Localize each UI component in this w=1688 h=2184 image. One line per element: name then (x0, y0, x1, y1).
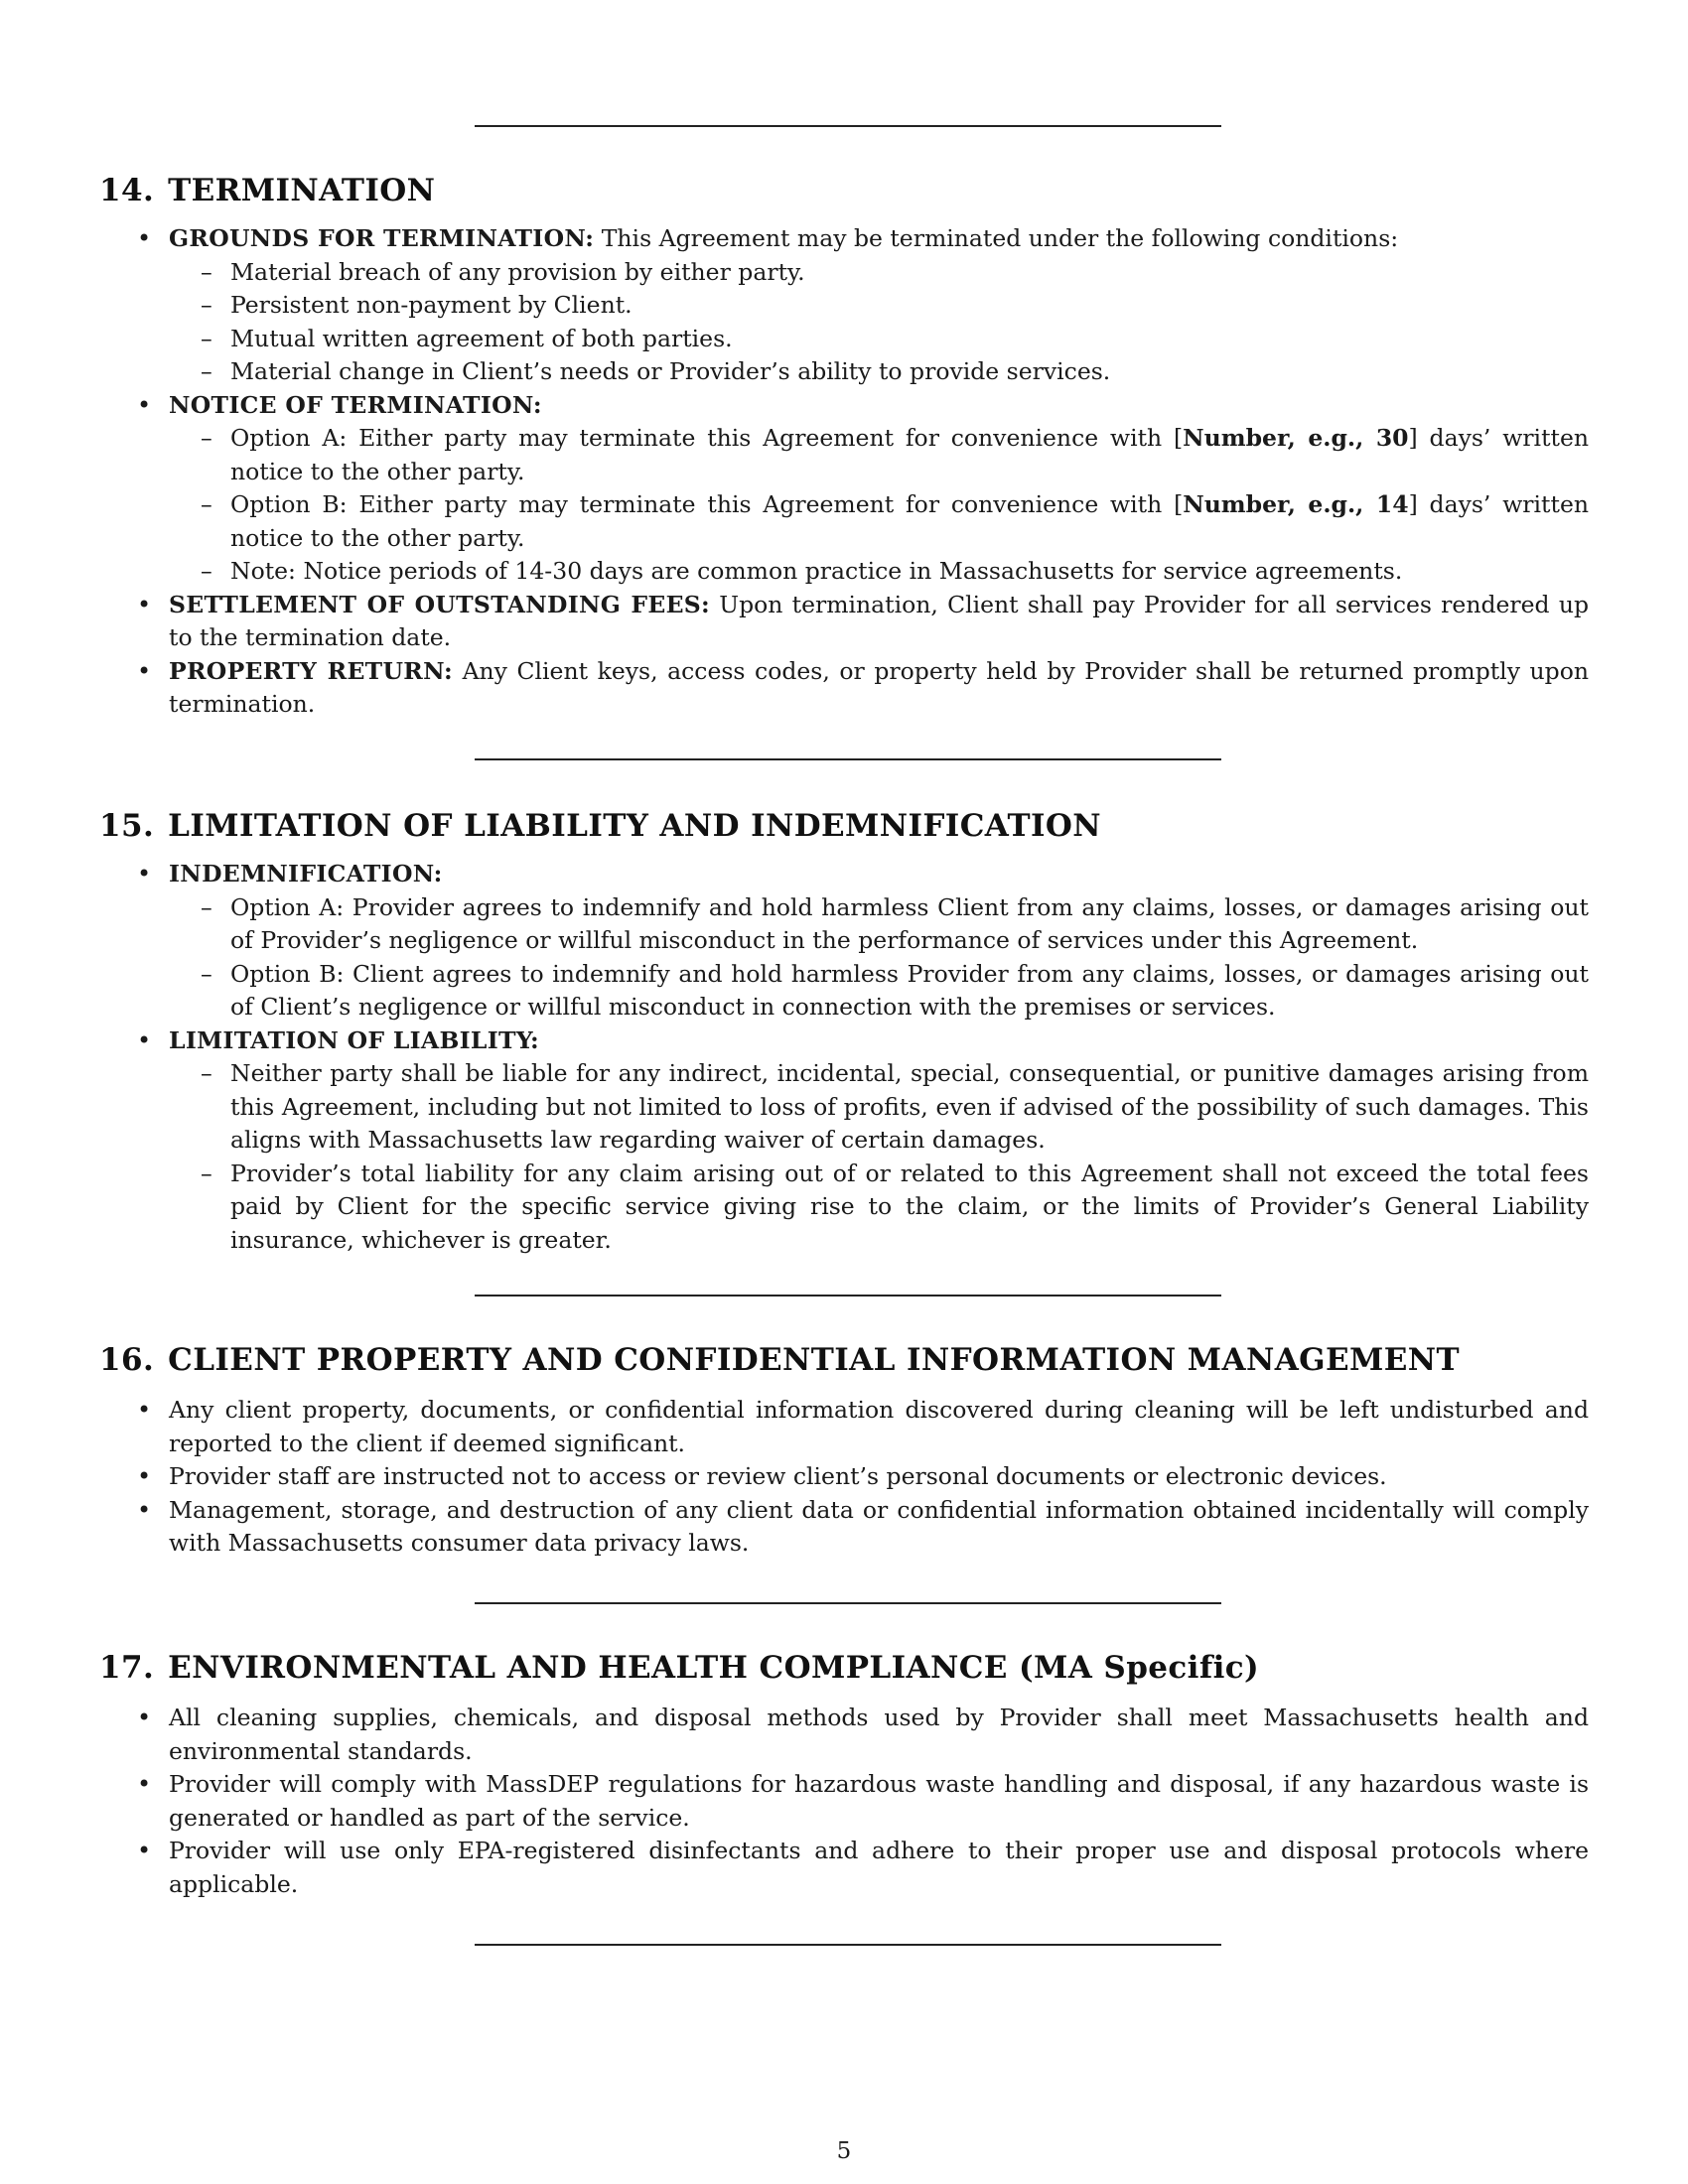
liability-list (99, 858, 1589, 1257)
section-number: 17. (99, 1650, 155, 1686)
section-title: LIMITATION OF LIABILITY AND INDEMNIFICATION (168, 808, 1102, 844)
section-title: TERMINATION (168, 173, 436, 208)
section-title: ENVIRONMENTAL AND HEALTH COMPLIANCE (MA Specific) (168, 1650, 1260, 1686)
section-liability (99, 806, 1589, 1257)
item-lead: SETTLEMENT OF OUTSTANDING FEES: (169, 590, 711, 618)
item-lead: GROUNDS FOR TERMINATION: (169, 224, 595, 252)
item-lead: PROPERTY RETURN: (169, 656, 453, 685)
section-heading (99, 806, 1589, 846)
item-lead: NOTICE OF TERMINATION: (169, 390, 542, 419)
sub-list-item: – Note: Notice periods of 14-30 days are common practice in Massachusetts for service agreements. (169, 555, 1589, 589)
sub-list-item: – Mutual written agreement of both parties. (169, 323, 1589, 356)
section-number: 15. (99, 808, 155, 844)
item-text: Any Client keys, access codes, or property held by Provider shall be returned promptly upon termination. (169, 656, 1590, 718)
list-item (99, 858, 1589, 1024)
item-lead: LIMITATION OF LIABILITY: (169, 1025, 539, 1054)
horizontal-rule (475, 1944, 1221, 1946)
horizontal-rule (475, 125, 1221, 127)
termination-list (99, 222, 1589, 722)
sub-list-item: – Option A: Either party may terminate this Agreement for convenience with [Number, e.g., 30] days’ written notice to the other party. (169, 422, 1589, 488)
list-item: • Provider will comply with MassDEP regulations for hazardous waste handling and disposal, if any hazardous waste is generated or handled as part of the service. (99, 1768, 1589, 1835)
section-number: 14. (99, 173, 155, 208)
horizontal-rule (475, 1295, 1221, 1297)
list-item (99, 1024, 1589, 1258)
sub-list-item: – Material change in Client’s needs or Provider’s ability to provide services. (169, 355, 1589, 389)
client-property-list (99, 1394, 1589, 1561)
sub-list-item: – Neither party shall be liable for any indirect, incidental, special, consequential, or punitive damages arising from this Agreement, including but not limited to loss of profits, even if advised of the possibility of such damages. This aligns with Massachusetts law regarding waiver of certain damages. (169, 1057, 1589, 1158)
section-title: CLIENT PROPERTY AND CONFIDENTIAL INFORMATION MANAGEMENT (168, 1342, 1460, 1378)
environmental-list (99, 1702, 1589, 1901)
sub-list-item: – Option B: Either party may terminate this Agreement for convenience with [Number, e.g., 14] days’ written notice to the other party. (169, 488, 1589, 555)
list-item: • Any client property, documents, or confidential information discovered during cleaning will be left undisturbed and reported to the client if deemed significant. (99, 1394, 1589, 1460)
item-lead: INDEMNIFICATION: (169, 860, 443, 887)
sub-list-item: – Material breach of any provision by either party. (169, 256, 1589, 290)
section-heading (99, 171, 1589, 210)
sub-list-item: – Persistent non-payment by Client. (169, 289, 1589, 323)
list-item (99, 222, 1589, 389)
horizontal-rule (475, 1602, 1221, 1604)
list-item: • Provider will use only EPA-registered disinfectants and adhere to their proper use and disposal protocols where applicable. (99, 1835, 1589, 1901)
item-text: Upon termination, Client shall pay Provider for all services rendered up to the termination date. (169, 590, 1589, 651)
section-heading (99, 1648, 1589, 1688)
section-termination (99, 171, 1589, 722)
list-item: • All cleaning supplies, chemicals, and disposal methods used by Provider shall meet Massachusetts health and environmental standards. (99, 1702, 1589, 1768)
list-item (99, 655, 1589, 722)
section-client-property (99, 1340, 1589, 1561)
page-number: 5 (836, 2138, 852, 2164)
sub-list-item: – Option B: Client agrees to indemnify and hold harmless Provider from any claims, losses, or damages arising out of Client’s negligence or willful misconduct in connection with the premises or services. (169, 958, 1589, 1024)
list-item (99, 589, 1589, 655)
sub-list-item: – Provider’s total liability for any claim arising out of or related to this Agreement shall not exceed the total fees paid by Client for the specific service giving rise to the claim, or the limits of Provider’s General Liability insurance, whichever is greater. (169, 1158, 1589, 1258)
section-environmental (99, 1648, 1589, 1901)
list-item (99, 389, 1589, 589)
horizontal-rule (475, 758, 1221, 760)
sub-list-item: – Option A: Provider agrees to indemnify and hold harmless Client from any claims, losses, or damages arising out of Provider’s negligence or willful misconduct in the performance of services under this Agreement. (169, 891, 1589, 958)
section-heading (99, 1340, 1589, 1380)
item-text: This Agreement may be terminated under the following conditions: (594, 224, 1399, 252)
list-item: • Provider staff are instructed not to access or review client’s personal documents or electronic devices. (99, 1460, 1589, 1494)
section-number: 16. (99, 1342, 155, 1378)
list-item: • Management, storage, and destruction of any client data or confidential information obtained incidentally will comply with Massachusetts consumer data privacy laws. (99, 1494, 1589, 1561)
